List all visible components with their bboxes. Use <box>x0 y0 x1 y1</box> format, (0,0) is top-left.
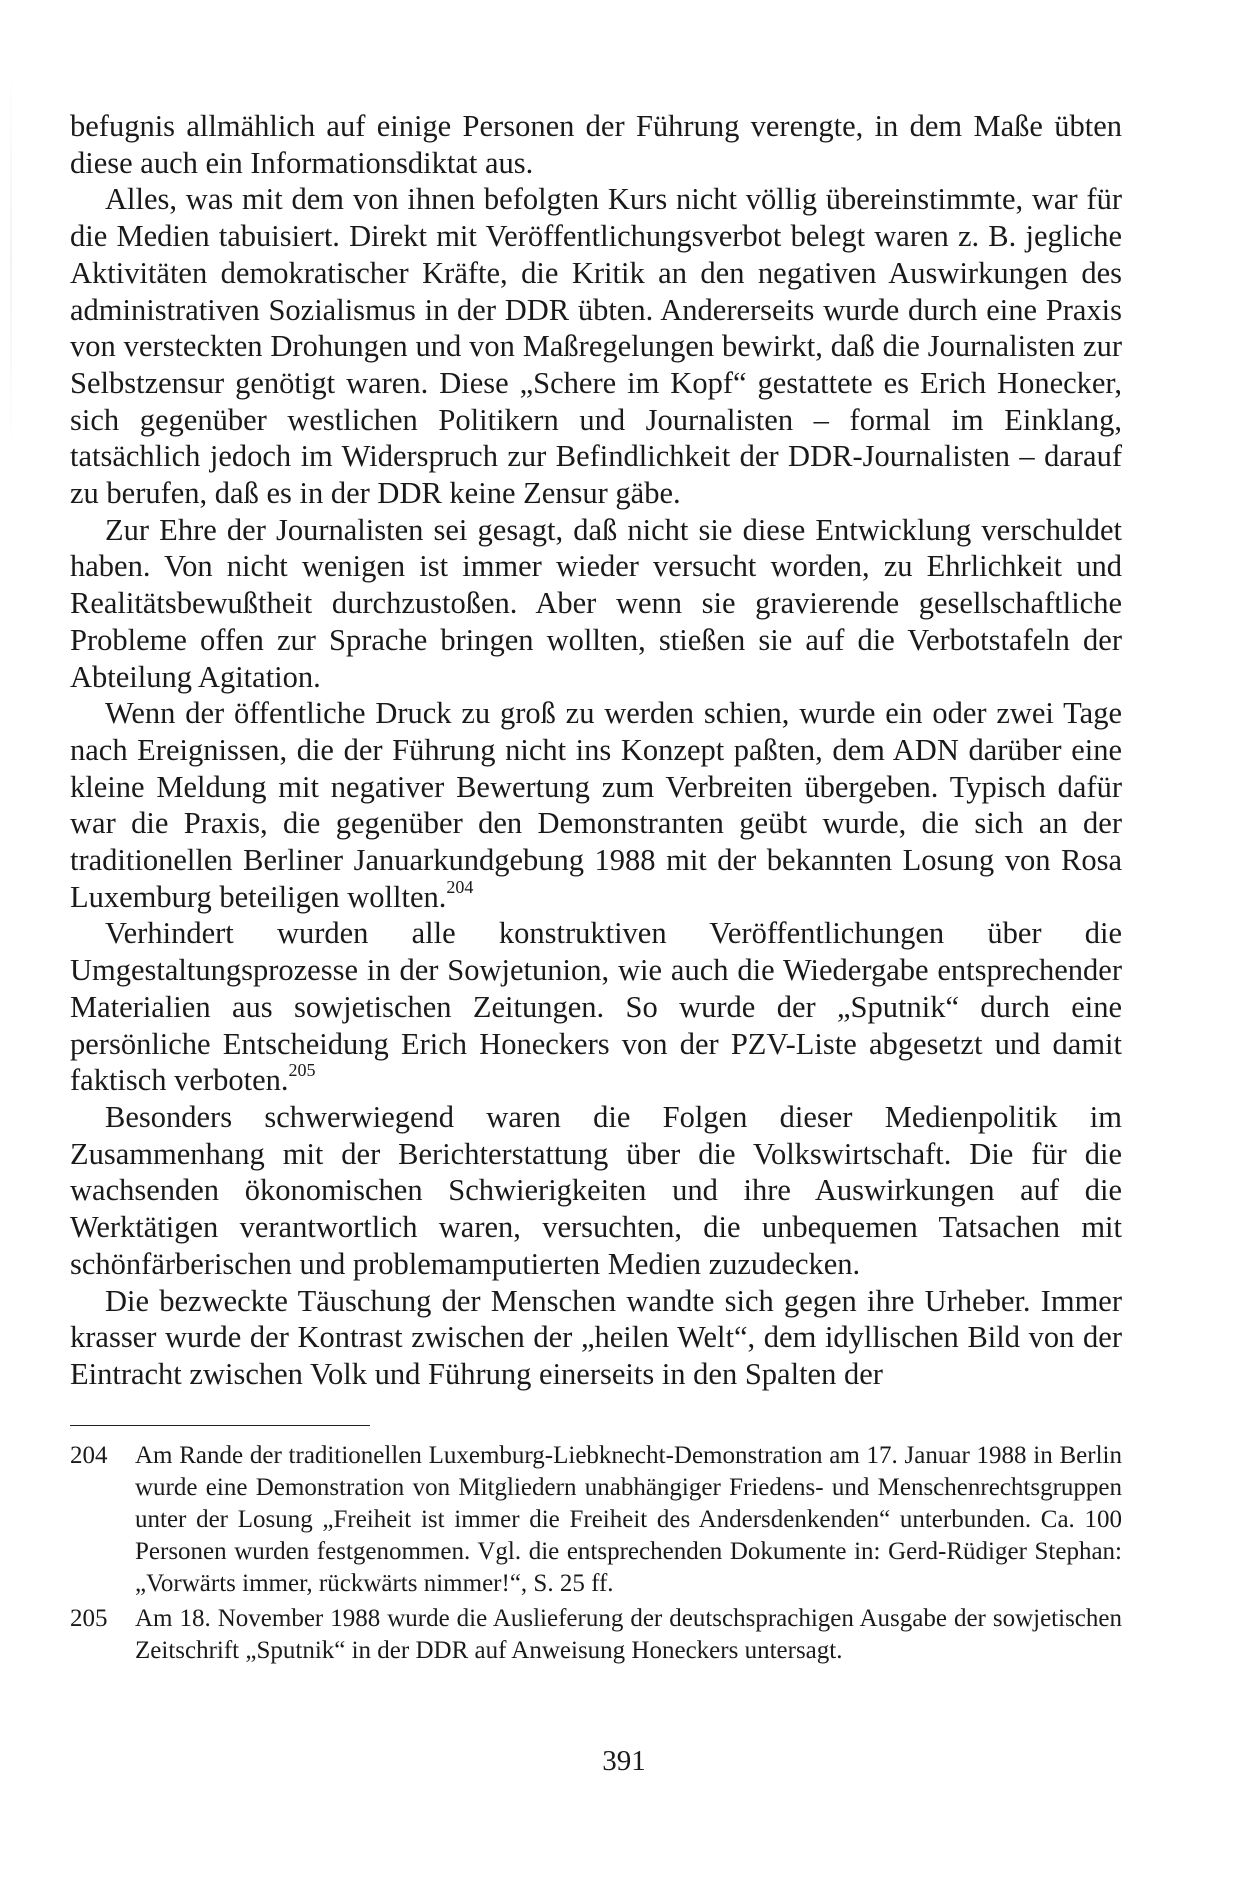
paragraph: Zur Ehre der Journalisten sei gesagt, daß nicht sie diese Entwicklung verschuldet haben. Von nicht wenigen ist immer wieder versucht worden, zu Ehrlichkeit und Realitätsbewußtheit durchzustoßen. Aber wenn sie gravierende gesellschaftliche Probleme offen zur Sprache bringen wollten, stießen sie auf die Verbotstafeln der Abteilung Agitation. <box>70 512 1122 694</box>
footnote <box>70 1603 1122 1667</box>
paragraph: Besonders schwerwiegend waren die Folgen dieser Medienpolitik im Zusammenhang mit der Berichterstattung über die Volkswirtschaft. Die für die wachsenden ökonomischen Schwierigkeiten und ihre Auswirkungen auf die Werktätigen verantwortlich waren, versuchten, die unbequemen Tatsachen mit schönfärberischen und problemamputierten Medien zuzudecken. <box>70 1099 1122 1281</box>
paragraph <box>70 695 1122 915</box>
main-text <box>70 108 1122 1393</box>
footnote-text: Am 18. November 1988 wurde die Auslieferung der deutschsprachigen Ausgabe der sowjetischen Zeitschrift „Sputnik“ in der DDR auf Anweisung Honeckers untersagt. <box>135 1605 1122 1664</box>
paragraph-text: Wenn der öffentliche Druck zu groß zu werden schien, wurde ein oder zwei Tage nach Ereignissen, die der Führung nicht ins Konzept paßten, dem ADN darüber eine kleine Meldung mit negativer Bewertung zum Verbreiten übergeben. Typisch dafür war die Praxis, die gegenüber den Demonstranten geübt wurde, die sich an der traditionellen Berliner Januarkundgebung 1988 mit der bekannten Losung von Rosa Luxemburg beteiligen wollten. <box>70 696 1122 914</box>
footnote-number: 204 <box>70 1442 108 1469</box>
paragraph: Die bezweckte Täuschung der Menschen wandte sich gegen ihre Urheber. Immer krasser wurde der Kontrast zwischen der „heilen Welt“, dem idyllischen Bild von der Eintracht zwischen Volk und Führung einerseits in den Spalten der <box>70 1283 1122 1391</box>
paragraph: Alles, was mit dem von ihnen befolgten Kurs nicht völlig übereinstimmte, war für die Medien tabuisiert. Direkt mit Veröffentlichungsverbot belegt waren z. B. jegliche Aktivitäten demokratischer Kräfte, die Kritik an den negativen Auswirkungen des administrativen Sozialismus in der DDR übten. Andererseits wurde durch eine Praxis von versteckten Drohungen und von Maßregelungen bewirkt, daß die Journalisten zur Selbstzensur genötigt waren. Diese „Schere im Kopf“ gestattete es Erich Honecker, sich gegenüber westlichen Politikern und Journalisten – formal im Einklang, tatsächlich jedoch im Widerspruch zur Befindlichkeit der DDR-Journalisten – darauf zu berufen, daß es in der DDR keine Zensur gäbe. <box>70 182 1122 511</box>
footnote-reference[interactable]: 205 <box>288 1060 316 1081</box>
footnotes <box>70 1440 1122 1670</box>
footnote-text: Am Rande der traditionellen Luxemburg-Liebknecht-Demonstration am 17. Januar 1988 in Berlin wurde eine Demonstration von Mitgliedern unabhängiger Friedens- und Menschenrechtsgruppen unter der Losung „Freiheit ist immer die Freiheit des Andersdenkenden“ unterbunden. Ca. 100 Personen wurden festgenommen. Vgl. die entsprechenden Dokumente in: Gerd-Rüdiger Stephan: „Vorwärts immer, rückwärts nimmer!“, S. 25 ff. <box>135 1442 1122 1597</box>
page-number: 391 <box>602 1745 646 1777</box>
footnote <box>70 1440 1122 1600</box>
footnote-number: 205 <box>70 1605 108 1632</box>
footnote-separator <box>70 1425 370 1426</box>
footnote-reference[interactable]: 204 <box>446 876 474 897</box>
scan-page-edge <box>10 60 12 460</box>
paragraph <box>70 915 1122 1099</box>
paragraph: befugnis allmählich auf einige Personen der Führung verengte, in dem Maße übten diese auch ein Informationsdiktat aus. <box>70 109 1122 180</box>
paragraph-text: Verhindert wurden alle konstruktiven Veröffentlichungen über die Umgestaltungsprozesse in der Sowjetunion, wie auch die Wiedergabe entsprechender Materialien aus sowjetischen Zeitungen. So wurde der „Sputnik“ durch eine persönliche Entscheidung Erich Honeckers von der PZV-Liste abgesetzt und damit faktisch verboten. <box>70 916 1122 1098</box>
